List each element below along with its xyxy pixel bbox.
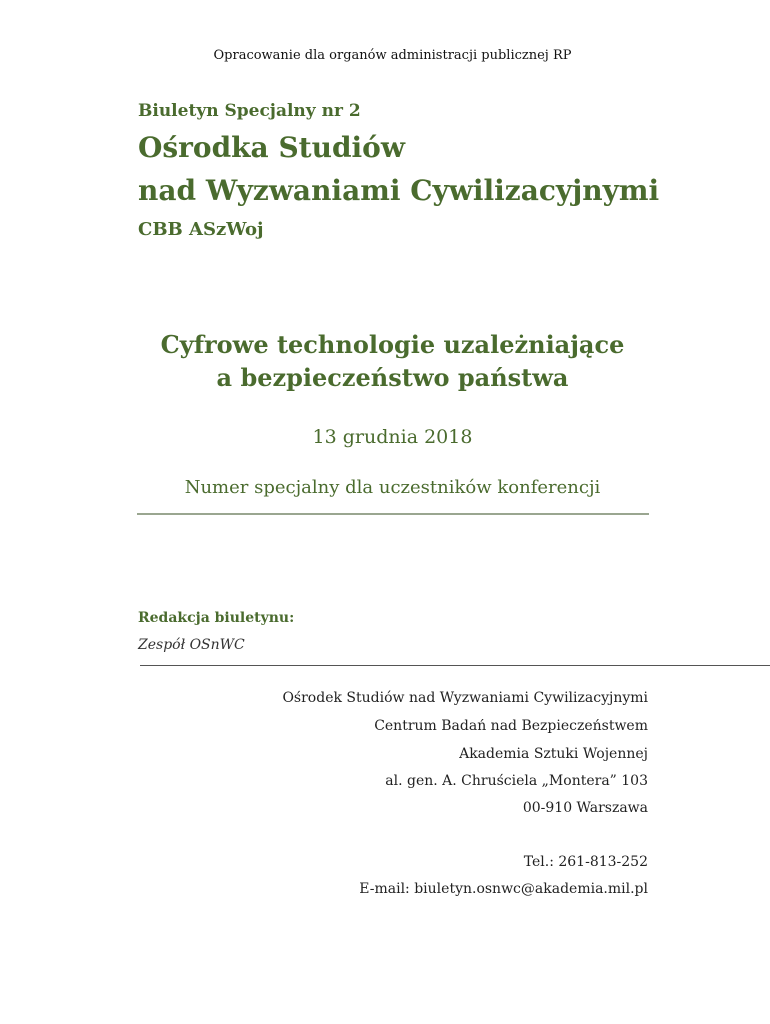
contact-academy: Akademia Sztuki Wojennej (459, 746, 648, 762)
editorial-divider (140, 665, 770, 666)
main-title-line2: a bezpieczeństwo państwa (216, 363, 569, 392)
org-title-line2: nad Wyzwaniami Cywilizacyjnymi (138, 174, 660, 207)
contact-institution: Ośrodek Studiów nad Wyzwaniami Cywilizacyjnymi (282, 690, 648, 706)
contact-street: al. gen. A. Chruściela „Montera” 103 (385, 773, 648, 789)
editorial-team: Zespół OSnWC (138, 637, 245, 653)
org-abbreviation: CBB ASzWoj (138, 219, 264, 240)
title-divider (137, 513, 649, 515)
issue-date: 13 grudnia 2018 (312, 426, 473, 448)
org-title-line1: Ośrodka Studiów (138, 131, 405, 164)
contact-city: 00-910 Warszawa (522, 800, 648, 816)
header-note: Opracowanie dla organów administracji publicznej RP (213, 48, 572, 63)
main-title-line1: Cyfrowe technologie uzależniające (160, 330, 625, 359)
contact-phone: Tel.: 261-813-252 (523, 854, 648, 870)
bulletin-number: Biuletyn Specjalny nr 2 (138, 101, 361, 121)
edition-note: Numer specjalny dla uczestników konferencji (184, 477, 601, 498)
contact-email[interactable]: E-mail: biuletyn.osnwc@akademia.mil.pl (359, 881, 648, 897)
editorial-label: Redakcja biuletynu: (138, 610, 295, 626)
contact-center: Centrum Badań nad Bezpieczeństwem (374, 718, 648, 734)
